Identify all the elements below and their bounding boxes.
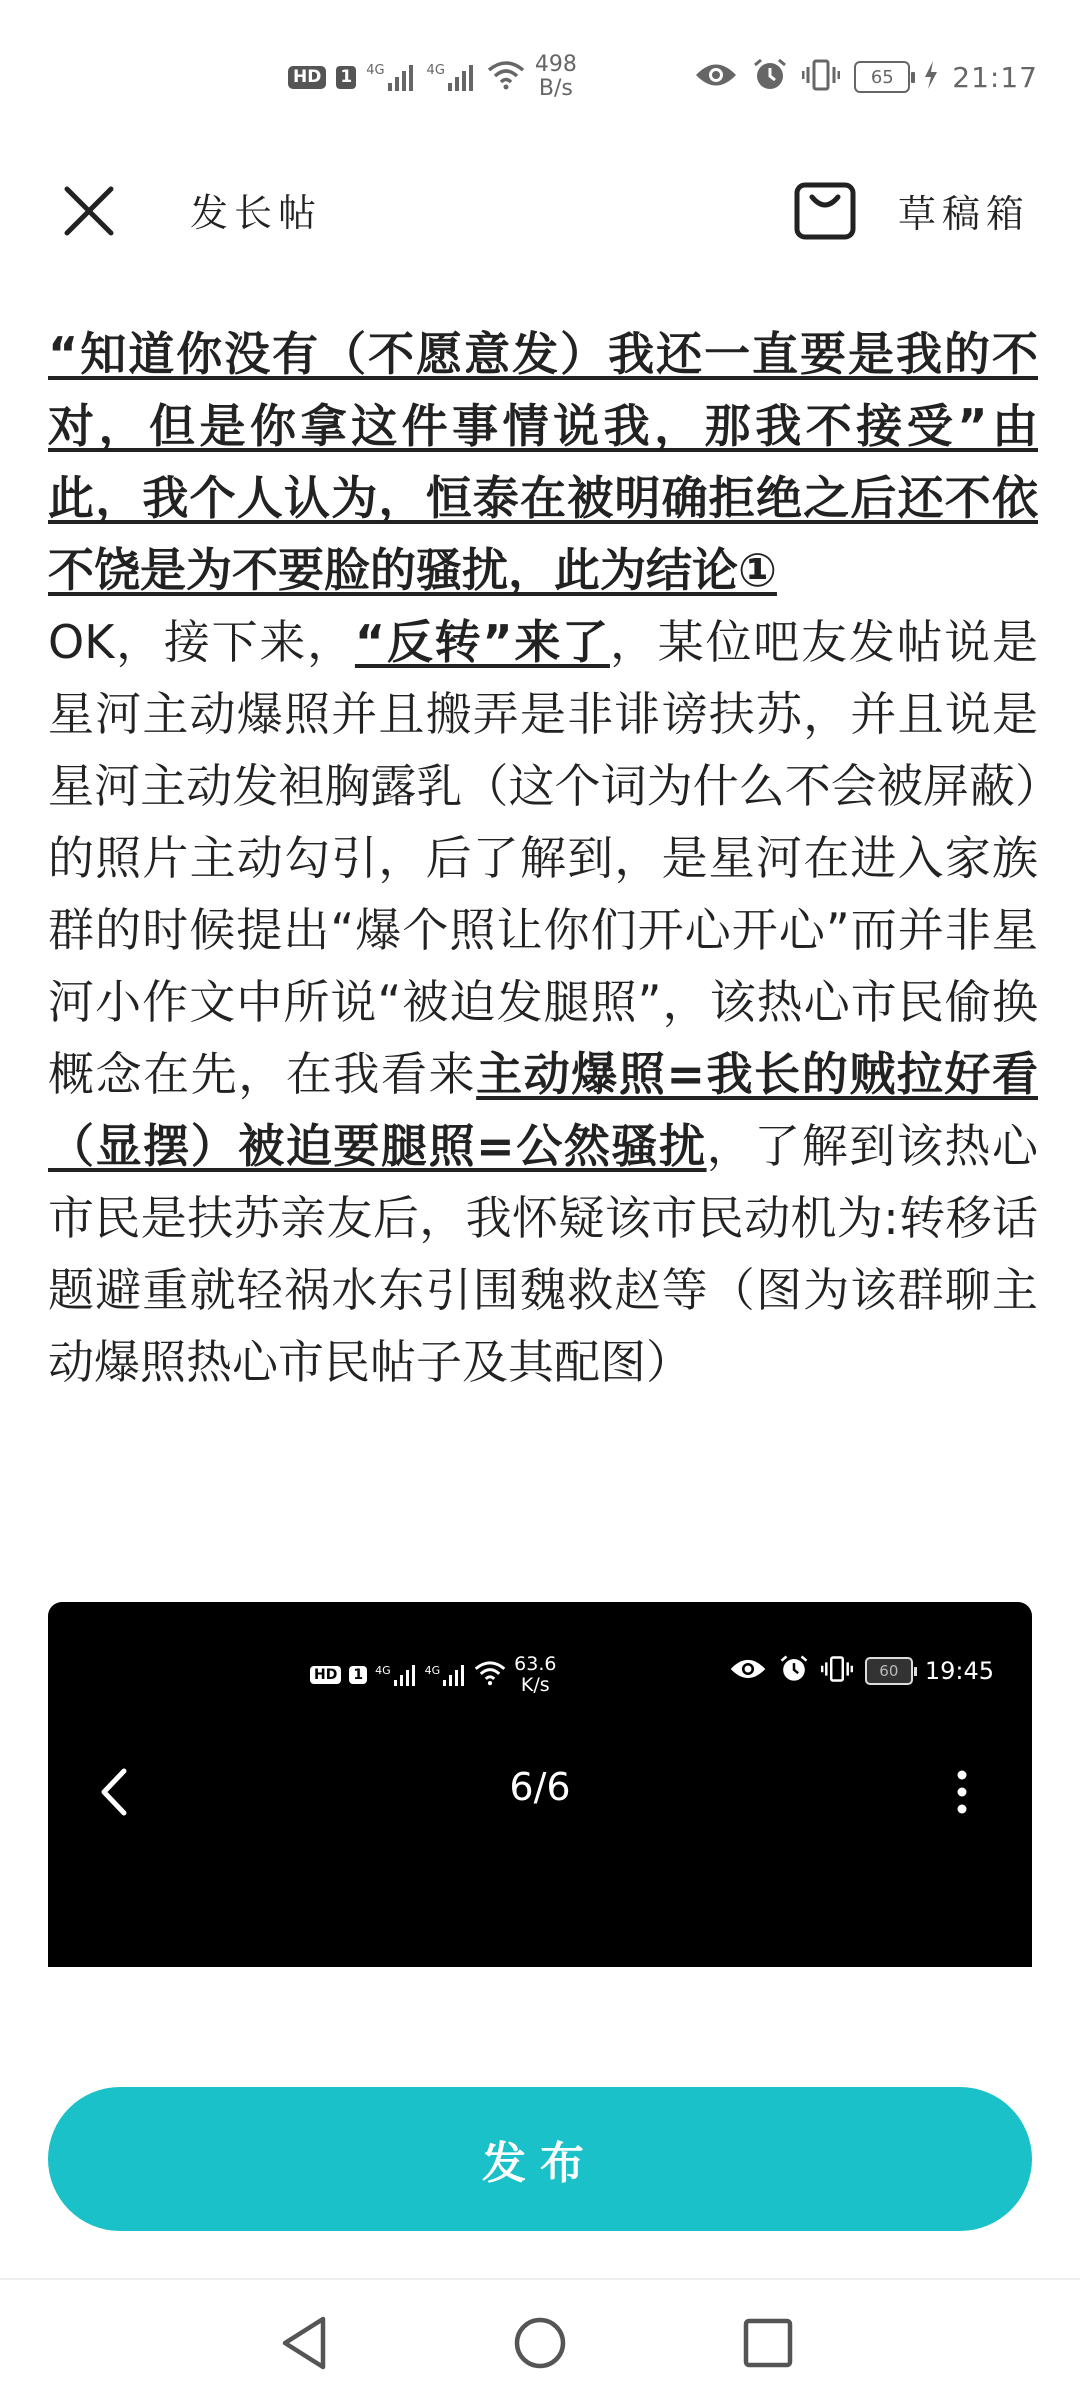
net-speed — [514, 1654, 556, 1696]
status-bar — [0, 0, 1080, 150]
nav-recents-button[interactable] — [733, 2308, 803, 2378]
charging-icon — [924, 61, 938, 93]
signal-icon — [425, 1664, 467, 1686]
image-counter: 6/6 — [509, 1765, 571, 1809]
signal-type-label: 4G — [426, 63, 445, 78]
nav-home-button[interactable] — [505, 2308, 575, 2378]
drafts-button[interactable] — [792, 168, 1030, 252]
signal-type-label: 4G — [366, 63, 385, 78]
page-title: 发长帖 — [190, 191, 323, 235]
body-text: OK，接下来， — [48, 615, 355, 669]
net-speed-value: 63.6 — [514, 1653, 557, 1675]
body-bold-text: 主动爆照=我长的贼拉好看（显摆）被迫要腿照=公然骚扰 — [48, 1047, 1038, 1173]
close-icon — [61, 183, 117, 239]
eye-icon — [729, 1656, 767, 1686]
signal-type-label: 4G — [424, 1664, 441, 1677]
system-nav-bar — [0, 2278, 1080, 2400]
status-bar-left — [288, 52, 577, 102]
hd-badge: HD — [310, 1666, 341, 1684]
clock: 21:17 — [952, 60, 1038, 94]
body-bold-text: “反转”来了 — [354, 615, 610, 669]
body-text: ，某位吧友发帖说是星河主动爆照并且搬弄是非诽谤扶苏，并且说是星河主动发袒胸露乳（这个词为什么不会被屏蔽）的照片主动勾引，后了解到，是星河在进入家族群的时候提出“爆个照让你们开心开心”而并非星河小作文中所说“被迫发腿照”，该热心市民偷换概念在先，在我看来 — [48, 615, 1038, 1101]
wifi-icon — [487, 60, 525, 94]
body-text: ，了解到该热心市民是扶苏亲友后，我怀疑该市民动机为:转移话题避重就轻祸水东引围魏救赵等（图为该群聊主动爆照热心市民帖子及其配图） — [48, 1119, 1038, 1389]
publish-button[interactable]: 发布 — [48, 2087, 1032, 2231]
alarm-icon — [752, 57, 788, 97]
embedded-status-right — [729, 1654, 994, 1688]
eye-icon — [694, 60, 738, 94]
vibrate-icon — [802, 58, 840, 96]
wifi-icon — [474, 1660, 506, 1690]
net-speed-unit: K/s — [520, 1674, 550, 1696]
net-speed-unit: B/s — [538, 76, 573, 101]
nav-back-button[interactable] — [270, 2308, 340, 2378]
signal-icon — [366, 63, 416, 91]
signal-type-label: 4G — [375, 1664, 391, 1677]
sim-badge: 1 — [336, 66, 356, 89]
signal-icon — [375, 1664, 417, 1686]
close-button[interactable] — [52, 174, 126, 248]
body-bold-paragraph: “知道你没有（不愿意发）我还一直要是我的不对，但是你拿这件事情说我，那我不接受”由此，我个人认为，恒泰在被明确拒绝之后还不依不饶是为不要脸的骚扰，此为结论① — [48, 327, 1038, 597]
more-vertical-icon — [952, 1770, 972, 1814]
clock: 19:45 — [924, 1657, 994, 1685]
embedded-status-left — [310, 1654, 556, 1696]
nav-back-icon — [277, 2313, 333, 2373]
battery-icon: 60 — [865, 1657, 913, 1685]
vibrate-icon — [821, 1655, 853, 1687]
embedded-screenshot-image[interactable] — [48, 1602, 1032, 1967]
post-body-editor[interactable] — [48, 318, 1038, 1398]
alarm-icon — [779, 1654, 809, 1688]
nav-home-icon — [512, 2315, 568, 2371]
net-speed-value: 498 — [534, 52, 577, 77]
status-bar-right — [694, 52, 1038, 102]
drafts-label: 草稿箱 — [897, 191, 1030, 236]
signal-icon — [427, 63, 477, 91]
nav-recents-icon — [741, 2316, 795, 2370]
sim-badge: 1 — [349, 1666, 367, 1684]
net-speed — [535, 53, 577, 101]
hd-badge: HD — [288, 66, 326, 89]
drafts-box-icon — [792, 177, 858, 243]
header-bar — [0, 150, 1080, 270]
battery-icon: 65 — [854, 61, 910, 93]
